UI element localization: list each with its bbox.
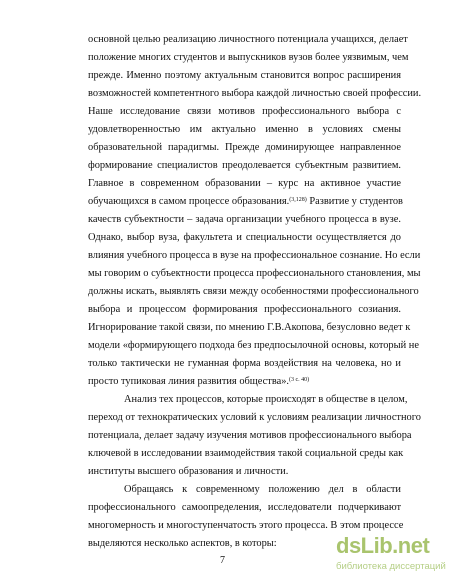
- text-line: мы говорим о субъектности процесса профессионального становления, мы: [88, 268, 421, 279]
- text-line: прежде. Именно поэтому актуальным становится вопрос расширения: [88, 70, 401, 81]
- citation-reference: (3 с. 40): [289, 377, 310, 383]
- text-line-with-reference: [88, 375, 401, 388]
- text-line: влияния учебного процесса в вузе на профессиональное сознание. Но если: [88, 250, 421, 261]
- text-line: образовательной парадигмы. Прежде доминирующее направленное: [88, 142, 401, 153]
- text-line: удовлетворенностью им актуально именно в условиях смены: [88, 124, 401, 135]
- text-line: Анализ тех процессов, которые происходят в обществе в целом,: [124, 394, 408, 405]
- text-line: модели «формирующего подхода без предпосылочной основы, который не: [88, 340, 419, 351]
- text-line: формирование специалистов преодолевается субъектным развитием.: [88, 160, 401, 171]
- watermark-logo: dsLib.net: [336, 533, 430, 558]
- text-line: Однако, выбор вуза, факультета и специальности осуществляется до: [88, 232, 401, 243]
- text-segment: обучающихся в самом процессе образования.: [88, 196, 290, 207]
- text-line: переход от технократических условий к условиям реализации личностного: [88, 412, 421, 423]
- text-line: качеств субъектности – задача организации учебного процесса в вузе.: [88, 214, 401, 225]
- text-line: Обращаясь к современному положению дел в области: [124, 484, 401, 495]
- text-line: Главное в современном образовании – курс на активное участие: [88, 178, 401, 189]
- text-line: институты высшего образования и личности.: [88, 466, 289, 477]
- text-line: положение многих студентов и выпускников вузов более уязвимым, чем: [88, 52, 409, 63]
- page-number: 7: [220, 555, 225, 566]
- text-line: Наше исследование связи мотивов профессионального выбора с: [88, 106, 401, 117]
- citation-reference: (3,128): [289, 197, 307, 203]
- watermark-tagline: библиотека диссертаций: [336, 561, 446, 572]
- text-line: только тактически не гуманная форма воздействия на человека, но и: [88, 358, 401, 369]
- text-line: выделяются несколько аспектов, в которы:: [88, 538, 277, 549]
- text-line: потенциала, делает задачу изучения мотивов профессионального выбора: [88, 430, 412, 441]
- text-segment: Развитие у студентов: [306, 196, 403, 207]
- text-line: должны искать, выявлять связи между особенностями профессионального: [88, 286, 419, 297]
- text-line: возможностей компетентного выбора каждой личностью своей профессии.: [88, 88, 422, 99]
- text-line: ключевой в исследовании взаимодействия такой социальной среды как: [88, 448, 404, 459]
- text-line: профессионального самоопределения, исследователи подчеркивают: [88, 502, 401, 513]
- text-segment: просто тупиковая линия развития общества».: [88, 376, 289, 387]
- text-line: Игнорирование такой связи, по мнению Г.В.Акопова, безусловно ведет к: [88, 322, 411, 333]
- text-line-with-reference: [88, 195, 401, 208]
- text-line: выбора и процессом формирования профессионального созиания.: [88, 304, 401, 315]
- text-line: многомерность и многоступенчатость этого процесса. В этом процессе: [88, 520, 404, 531]
- text-line: основной целью реализацию личностного потенциала учащихся, делает: [88, 34, 408, 45]
- watermark: [336, 533, 448, 579]
